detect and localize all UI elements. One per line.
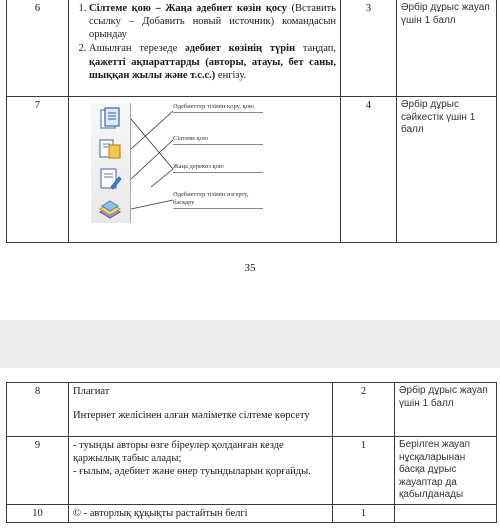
row-number: 10 bbox=[7, 505, 69, 523]
score-cell: Әрбір дұрыс сәйкестік үшін 1 балл bbox=[397, 97, 497, 243]
matching-diagram bbox=[75, 101, 265, 225]
score-cell: Әрбір дұрыс жауап үшін 1 балл bbox=[397, 0, 497, 97]
page-number: 35 bbox=[244, 262, 256, 274]
points-cell: 3 bbox=[341, 0, 397, 97]
row-number: 9 bbox=[7, 437, 69, 505]
points-cell: 2 bbox=[333, 383, 395, 437]
label-manage-sources: Әдебиеттер тізімін өзгерту, басқару bbox=[173, 191, 263, 209]
answer-cell bbox=[69, 437, 333, 505]
score-cell bbox=[395, 505, 497, 523]
page-bottom bbox=[0, 368, 500, 528]
table-row bbox=[7, 505, 497, 523]
step-1: 1. Сілтеме қою – Жаңа әдебиет көзін қосу (Вставить ссылку – Добавить новый источник) командасын орындау bbox=[89, 2, 336, 41]
label-new-source: Жаңа дерекөз қою bbox=[173, 163, 263, 173]
answer-line: Плагиат bbox=[73, 386, 110, 397]
row-number: 8 bbox=[7, 383, 69, 437]
row-number: 7 bbox=[7, 97, 69, 243]
answer-line: - ғылым, әдебиет және өнер туындыларын қорғайды. bbox=[73, 466, 311, 478]
step-2: 2. Ашылған терезеде әдебиет көзінің түрін таңдап, қажетті ақпараттарды (авторы, атауы, бет саны, шыққан жылы және т.с.с.) енгізу. bbox=[89, 42, 336, 81]
points-cell: 1 bbox=[333, 437, 395, 505]
points-cell: 1 bbox=[333, 505, 395, 523]
score-cell: Әрбір дұрыс жауап үшін 1 балл bbox=[395, 383, 497, 437]
row-number: 6 bbox=[7, 0, 69, 97]
answer-table-top bbox=[6, 0, 497, 243]
table-row bbox=[7, 437, 497, 505]
table-row bbox=[7, 0, 497, 97]
answer-table-bottom bbox=[6, 382, 497, 523]
answer-cell: © - авторлық құқықты растайтын белгі bbox=[69, 505, 333, 523]
answer-line: - туынды авторы өзге біреулер қолданған кезде қаржылық табыс алады; bbox=[73, 440, 284, 465]
label-bibliography: Әдебиеттер тізімін қору, қою bbox=[173, 103, 263, 113]
answer-cell bbox=[69, 0, 341, 97]
score-cell: Берілген жауап нұсқаларынан басқа дұрыс жауаптар да қабылданады bbox=[395, 437, 497, 505]
label-citation: Сілтеме қою bbox=[173, 135, 263, 145]
points-cell: 4 bbox=[341, 97, 397, 243]
matching-cell bbox=[69, 97, 341, 243]
page-gap bbox=[0, 320, 500, 368]
table-row bbox=[7, 97, 497, 243]
answer-line: Интернет желісінен алған мәліметке сілтеме көрсету bbox=[73, 410, 310, 422]
answer-cell bbox=[69, 383, 333, 437]
table-row bbox=[7, 383, 497, 437]
